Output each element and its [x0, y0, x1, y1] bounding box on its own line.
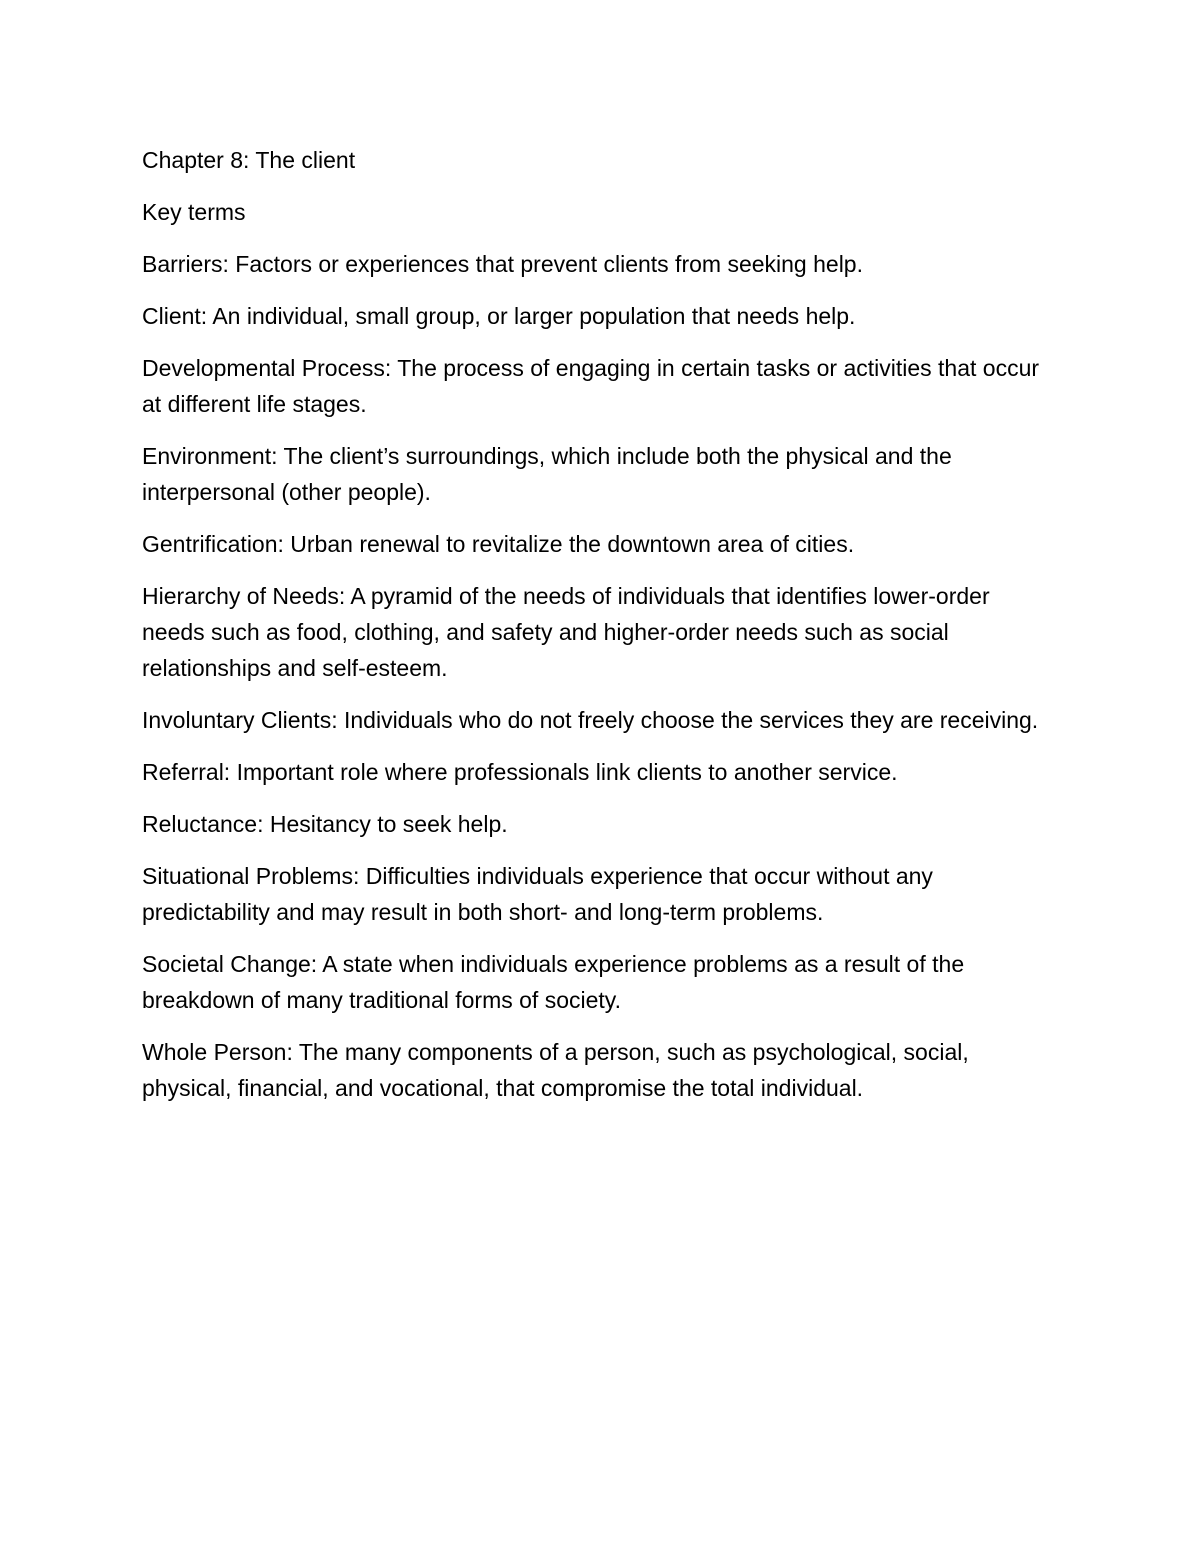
term-environment: Environment: The client’s surroundings, which include both the physical and the interpersonal (other people). [142, 443, 952, 505]
term-barriers: Barriers: Factors or experiences that prevent clients from seeking help. [142, 251, 863, 277]
term-gentrification: Gentrification: Urban renewal to revitalize the downtown area of cities. [142, 531, 855, 557]
term-whole-person: Whole Person: The many components of a person, such as psychological, social, physical, financial, and vocational, that compromise the total individual. [142, 1039, 969, 1101]
term-societal-change: Societal Change: A state when individuals experience problems as a result of the breakdown of many traditional forms of society. [142, 951, 965, 1013]
section-heading: Key terms [142, 199, 246, 225]
term-situational-problems: Situational Problems: Difficulties individuals experience that occur without any predictability and may result in both short- and long-term problems. [142, 863, 933, 925]
chapter-title: Chapter 8: The client [142, 147, 356, 173]
term-involuntary-clients: Involuntary Clients: Individuals who do not freely choose the services they are receiving. [142, 707, 1039, 733]
term-reluctance: Reluctance: Hesitancy to seek help. [142, 811, 508, 837]
term-developmental-process: Developmental Process: The process of engaging in certain tasks or activities that occur at different life stages. [142, 355, 1040, 417]
term-hierarchy-of-needs: Hierarchy of Needs: A pyramid of the needs of individuals that identifies lower-order needs such as food, clothing, and safety and higher-order needs such as social relationships and self-esteem. [142, 583, 990, 681]
term-referral: Referral: Important role where professionals link clients to another service. [142, 759, 898, 785]
term-client: Client: An individual, small group, or larger population that needs help. [142, 303, 856, 329]
document-body [142, 142, 1052, 1122]
